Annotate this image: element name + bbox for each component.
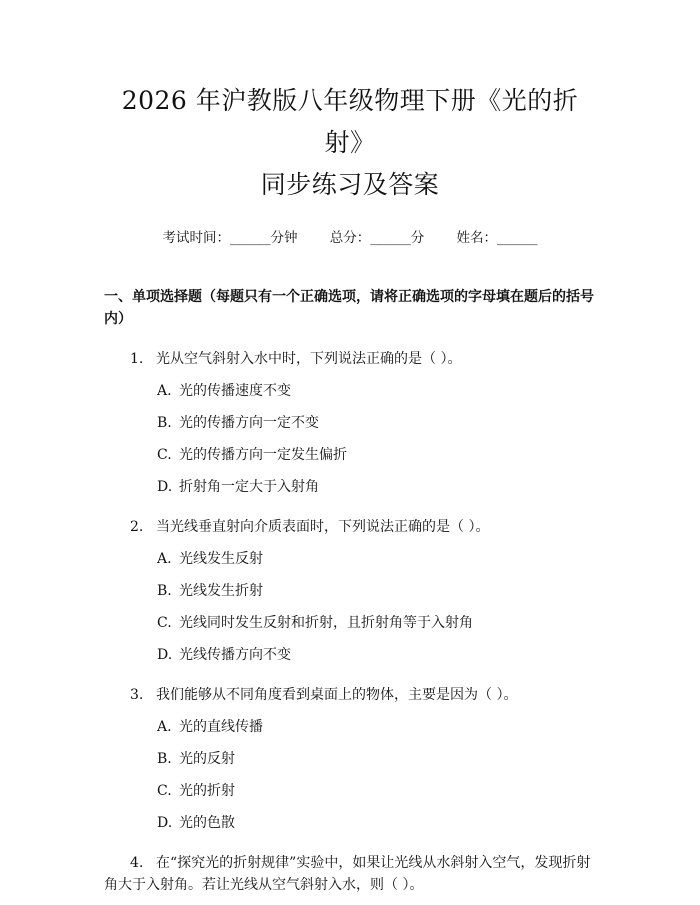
option-text: 光的直线传播: [179, 719, 263, 735]
title-line-1: 2026 年沪教版八年级物理下册《光的折射》: [121, 86, 579, 157]
question-number: 2.: [130, 519, 144, 535]
option-text: 光线传播方向不变: [179, 647, 291, 663]
student-name: 姓名：______: [456, 230, 538, 246]
option-a: [104, 548, 596, 570]
option-a: [104, 716, 596, 738]
option-letter: B.: [157, 583, 172, 599]
option-text: 光的传播方向一定发生偏折: [179, 447, 347, 463]
total-score: 总分：______分: [329, 230, 425, 246]
option-letter: C.: [157, 783, 172, 799]
question-number: 4.: [130, 855, 144, 871]
option-text: 光的反射: [179, 751, 235, 767]
option-letter: D.: [157, 647, 173, 663]
option-letter: A.: [157, 719, 172, 735]
exam-meta: [104, 228, 596, 248]
question-3: [104, 684, 596, 706]
question-text: 在“探究光的折射规律”实验中，如果让光线从水斜射入空气，发现折射角大于入射角。若让光线从空气斜射入水，则（ ）。: [104, 855, 591, 893]
question-3-options: [104, 716, 596, 834]
question-number: 3.: [130, 687, 144, 703]
option-d: [104, 812, 596, 834]
option-b: [104, 748, 596, 770]
question-2: [104, 516, 596, 538]
question-4: [104, 852, 596, 896]
option-b: [104, 580, 596, 602]
option-text: 光线发生折射: [179, 583, 263, 599]
option-a: [104, 380, 596, 402]
option-letter: C.: [157, 447, 172, 463]
option-letter: D.: [157, 479, 173, 495]
option-text: 光的色散: [179, 815, 235, 831]
question-text: 我们能够从不同角度看到桌面上的物体，主要是因为（ ）。: [156, 687, 518, 703]
exam-time: 考试时间：______分钟: [162, 230, 298, 246]
title-line-2: 同步练习及答案: [260, 170, 440, 199]
option-c: [104, 780, 596, 802]
option-text: 折射角一定大于入射角: [179, 479, 319, 495]
section-heading: 一、单项选择题（每题只有一个正确选项，请将正确选项的字母填在题后的括号内）: [104, 289, 594, 327]
option-d: [104, 644, 596, 666]
question-2-options: [104, 548, 596, 666]
question-number: 1.: [130, 351, 144, 367]
option-text: 光的折射: [179, 783, 235, 799]
question-1-options: [104, 380, 596, 498]
question-text: 光从空气斜射入水中时，下列说法正确的是（ ）。: [156, 351, 462, 367]
option-c: [104, 612, 596, 634]
option-letter: A.: [157, 383, 172, 399]
question-1: [104, 348, 596, 370]
document-title: [104, 0, 596, 206]
option-b: [104, 412, 596, 434]
option-letter: C.: [157, 615, 172, 631]
option-text: 光线发生反射: [179, 551, 263, 567]
option-c: [104, 444, 596, 466]
option-d: [104, 476, 596, 498]
option-letter: B.: [157, 751, 172, 767]
option-letter: D.: [157, 815, 173, 831]
option-text: 光的传播速度不变: [179, 383, 291, 399]
option-letter: A.: [157, 551, 172, 567]
option-letter: B.: [157, 415, 172, 431]
question-text: 当光线垂直射向介质表面时，下列说法正确的是（ ）。: [156, 519, 490, 535]
option-text: 光的传播方向一定不变: [179, 415, 319, 431]
option-text: 光线同时发生反射和折射，且折射角等于入射角: [179, 615, 473, 631]
